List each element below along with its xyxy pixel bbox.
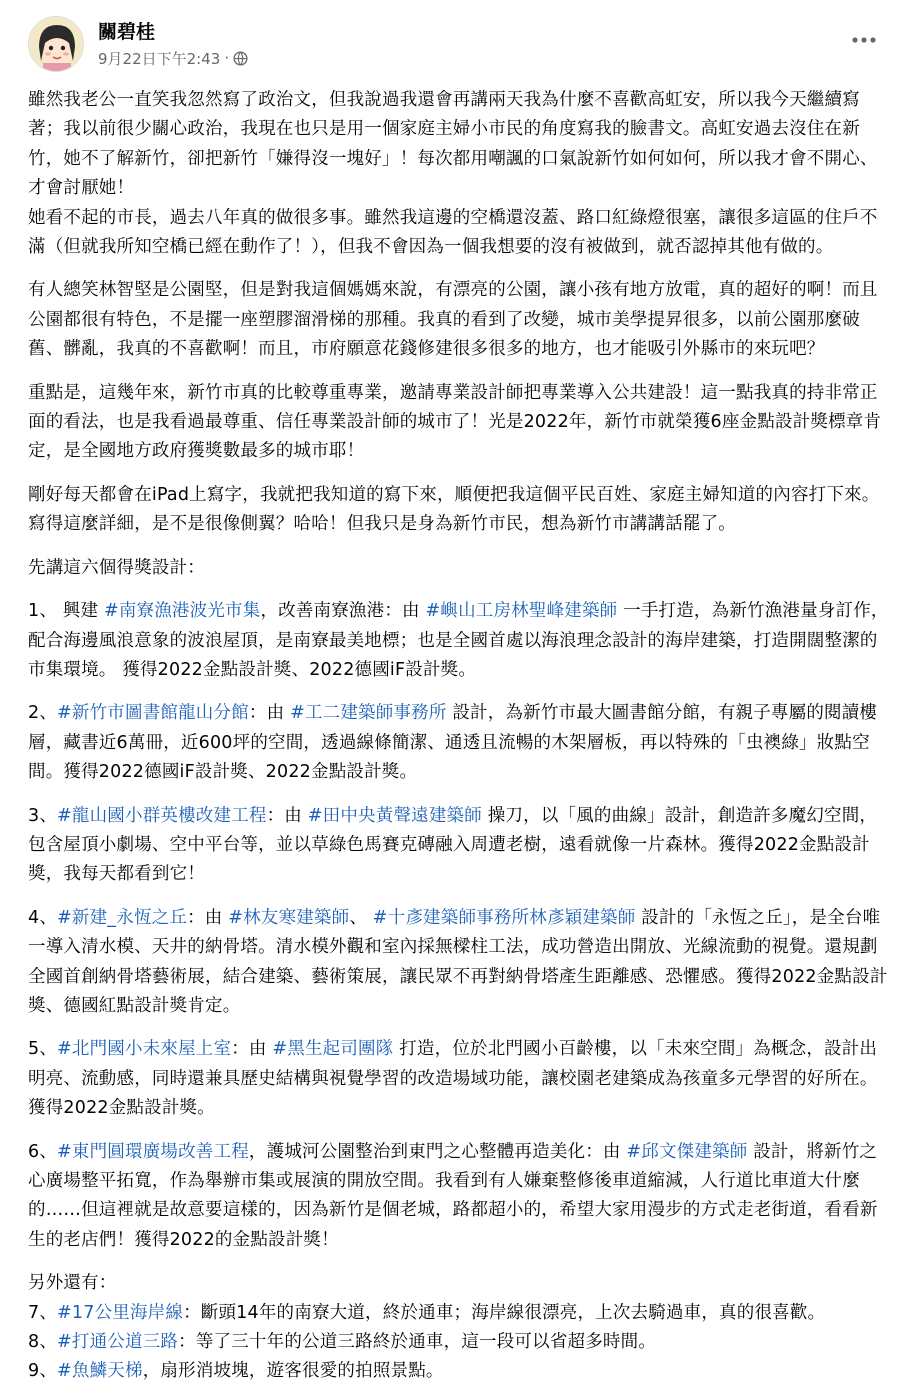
paragraph-text: 9、 (28, 1361, 58, 1382)
paragraph-text: ：斷頭14年的南寮大道，終於通車；海岸線很漂亮，上次去騎過車，真的很喜歡。 (183, 1302, 826, 1323)
more-options-icon[interactable] (850, 32, 878, 46)
post-paragraph (28, 86, 890, 262)
paragraph-text: ，扇形消坡塊，遊客很愛的拍照景點。 (142, 1361, 444, 1382)
post-paragraph (28, 802, 890, 890)
post-paragraph (28, 699, 890, 787)
paragraph-text: 1、 興建 (28, 601, 104, 622)
paragraph-text: ：由 (187, 907, 229, 928)
post-time-row (98, 48, 248, 69)
avatar[interactable] (28, 16, 84, 72)
post-paragraph (28, 1357, 890, 1386)
hashtag-link[interactable]: #北門國小未來屋上室 (57, 1039, 232, 1060)
hashtag-link[interactable]: #東門圓環廣場改善工程 (57, 1141, 249, 1162)
post-paragraph (28, 597, 890, 685)
post-meta (98, 20, 248, 69)
separator-dot: · (224, 49, 230, 67)
post-paragraph (28, 481, 890, 540)
hashtag-link[interactable]: #邱文傑建築師 (626, 1141, 748, 1162)
hashtag-link[interactable]: #17公里海岸線 (57, 1302, 184, 1323)
paragraph-text: 2、 (28, 703, 58, 724)
hashtag-link[interactable]: #南寮漁港波光市集 (103, 601, 261, 622)
hashtag-link[interactable]: #十彥建築師事務所林彥穎建築師 (372, 907, 636, 928)
paragraph-text: 8、 (28, 1332, 58, 1353)
paragraph-text: 6、 (28, 1141, 58, 1162)
hashtag-link[interactable]: #龍山國小群英樓改建工程 (57, 805, 267, 826)
post-paragraph (28, 1138, 890, 1256)
paragraph-text: 剛好每天都會在iPad上寫字，我就把我知道的寫下來，順便把我這個平民百姓、家庭主婦知道的內容打下來。寫得這麼詳細，是不是很像側翼？哈哈！但我只是身為新竹市民，想為新竹市講講話罷了。 (28, 484, 880, 535)
paragraph-text: 一手打造，為新竹漁港量身訂作，配合海邊風浪意象的波浪屋頂，是南寮最美地標；也是全國首處以海浪理念設計的海岸建築，打造開闊整潔的市集環境。 獲得2022金點設計獎、2022德國iF設計獎。 (28, 601, 889, 680)
paragraph-text: ：由 (231, 1039, 273, 1060)
paragraph-text: ：等了三十年的公道三路終於通車，這一段可以省超多時間。 (178, 1332, 657, 1353)
paragraph-text: ，改善南寮漁港：由 (260, 601, 426, 622)
paragraph-text: ：由 (248, 703, 291, 724)
post-timestamp[interactable]: 9月22日下午2:43 (98, 49, 221, 68)
hashtag-link[interactable]: #打通公道三路 (57, 1332, 179, 1353)
post-paragraph (28, 1035, 890, 1123)
paragraph-text: 另外還有： (28, 1273, 117, 1294)
hashtag-link[interactable]: #新建_永恆之丘 (57, 907, 188, 928)
paragraph-text: 設計的「永恆之丘」，是全台唯一導入清水模、天井的納骨塔。清水模外觀和室內採無樑柱工法，成功營造出開放、光線流動的視覺。還規劃全國首創納骨塔藝術展，結合建築、藝術策展，讓民眾不再對納骨塔產生距離感、恐懼感。獲得2022金點設計獎、德國紅點設計獎肯定。 (28, 907, 888, 1016)
post-paragraph (28, 554, 890, 583)
hashtag-link[interactable]: #魚鱗天梯 (57, 1361, 143, 1382)
post-paragraph (28, 904, 890, 1022)
paragraph-text: 3、 (28, 805, 58, 826)
paragraph-text: 重點是，這幾年來，新竹市真的比較尊重專業，邀請專業設計師把專業導入公共建設！這一點我真的持非常正面的看法，也是我看過最尊重、信任專業設計師的城市了！光是2022年，新竹市就榮獲6座金點設計獎標章肯定，是全國地方政府獲獎數最多的城市耶！ (28, 382, 882, 462)
hashtag-link[interactable]: #嶼山工房林聖峰建築師 (425, 601, 618, 622)
paragraph-text: 4、 (28, 907, 58, 928)
paragraph-text: 設計，為新竹市最大圖書館分館，有親子專屬的閱讀樓層，藏書近6萬冊，近600坪的空間，透過線條簡潔、通透且流暢的木架層板，再以特殊的「虫襖綠」妝點空間。獲得2022德國iF設計獎、2022金點設計獎。 (28, 703, 878, 783)
post-header (28, 14, 890, 74)
paragraph-text: 有人總笑林智堅是公園堅，但是對我這個媽媽來說，有漂亮的公園，讓小孩有地方放電，真的超好的啊！而且公園都很有特色，不是擺一座塑膠溜滑梯的那種。我真的看到了改變，城市美學提昇很多，以前公園那麼破舊、髒亂，我真的不喜歡啊！而且，市府願意花錢修建很多很多的地方，也才能吸引外縣市的來玩吧？ (28, 280, 878, 360)
post-body (28, 86, 890, 1387)
hashtag-link[interactable]: #田中央黃聲遠建築師 (307, 805, 482, 826)
author-name[interactable]: 關碧桂 (98, 20, 156, 43)
paragraph-text: 操刀，以「風的曲線」設計，創造許多魔幻空間，包含屋頂小劇場、空中平台等，並以草綠色馬賽克磚融入周遭老樹，遠看就像一片森林。獲得2022金點設計獎，我每天都看到它！ (28, 805, 878, 885)
paragraph-text: 打造，位於北門國小百齡樓，以「未來空間」為概念，設計出明亮、流動感，同時還兼具歷史結構與視覺學習的改造場域功能，讓校園老建築成為孩童多元學習的好所在。獲得2022金點設計獎。 (28, 1039, 878, 1119)
paragraph-text: 、 (349, 907, 373, 928)
paragraph-text: 設計，將新竹之心廣場整平拓寬，作為舉辦市集或展演的開放空間。我看到有人嫌棄整修後車道縮減，人行道比車道大什麼的……但這裡就是故意要這樣的，因為新竹是個老城，路都超小的，希望大家用漫步的方式走老街道，看看新生的老店們！獲得2022的金點設計獎！ (28, 1141, 878, 1250)
post-paragraph (28, 276, 890, 364)
globe-icon[interactable] (233, 51, 248, 66)
hashtag-link[interactable]: #工二建築師事務所 (290, 703, 447, 724)
hashtag-link[interactable]: #黑生起司團隊 (272, 1039, 394, 1060)
hashtag-link[interactable]: #新竹市圖書館龍山分館 (57, 703, 249, 724)
paragraph-text: 7、 (28, 1302, 58, 1323)
post-paragraph (28, 379, 890, 467)
paragraph-text: 雖然我老公一直笑我忽然寫了政治文，但我說過我還會再講兩天我為什麼不喜歡高虹安，所以我今天繼續寫著；我以前很少關心政治，我現在也只是用一個家庭主婦小市民的角度寫我的臉書文。高虹安過去沒住在新竹，她不了解新竹，卻把新竹「嫌得沒一塊好」！每次都用嘲諷的口氣說新竹如何如何，所以我才會不開心、才會討厭她！ 她看不起的市長，過去八年真的做很多事。雖然我這邊的空橋還沒蓋、路口紅綠燈很塞，讓很多這區的住戶不滿（但就我所知空橋已經在動作了！），但我不會因為一個我想要的沒有被做到，就否認掉其他有做的。 (28, 90, 878, 258)
post-paragraph (28, 1328, 890, 1357)
paragraph-text: ，護城河公園整治到東門之心整體再造美化：由 (248, 1141, 627, 1162)
paragraph-text: ：由 (266, 805, 308, 826)
paragraph-text: 5、 (28, 1039, 58, 1060)
post-paragraph (28, 1269, 890, 1298)
post-paragraph (28, 1299, 890, 1328)
hashtag-link[interactable]: #林友寒建築師 (228, 907, 350, 928)
paragraph-text: 先講這六個得獎設計： (28, 557, 205, 578)
